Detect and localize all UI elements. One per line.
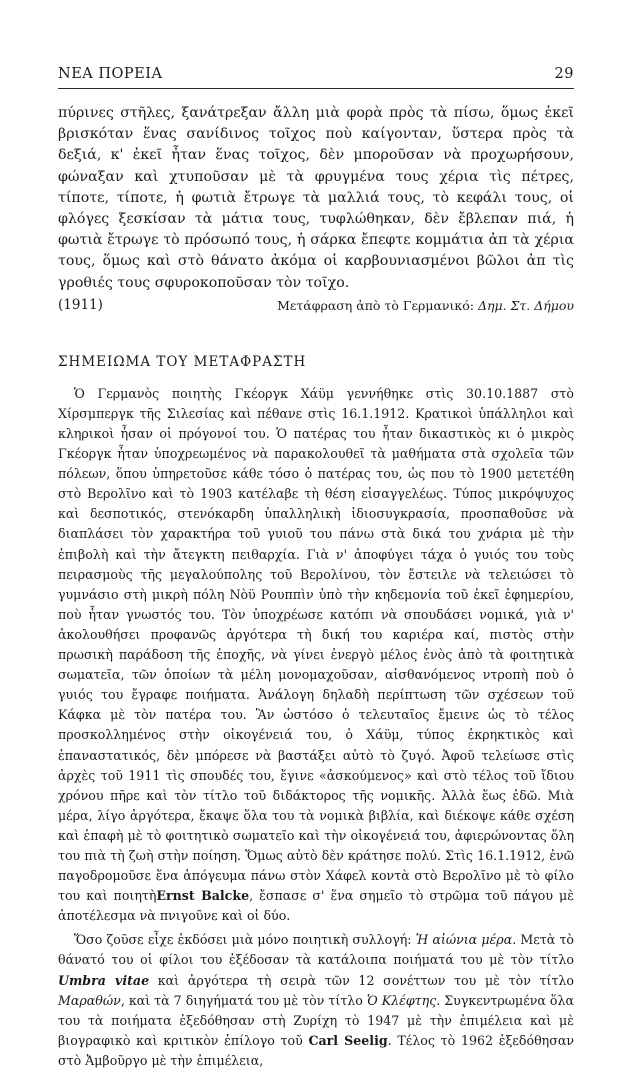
book-title-4: Ὁ Κλέφτης [366,992,437,1008]
translation-credit [277,295,574,316]
translator-notes [58,384,574,1071]
notes-p2-text-c: καὶ ἀργότερα τὴ σειρὰ τῶν 12 σονέττων του μὲ τὸν τίτλο [149,972,574,988]
notes-p2-text-d: , καὶ τὰ 7 διηγήματά του μὲ τὸν τίτλο [120,992,367,1008]
notes-paragraph-1 [58,384,574,927]
notes-p1-text-a: Ὁ Γερμανὸς ποιητὴς Γκέοργκ Χάϋμ γεννήθηκε στὶς 30.10.1887 στὸ Χίρσμπεργκ τῆς Σιλεσίας καὶ πέθανε στὶς 16.1.1912. Κρατικοὶ ὑπάλληλοι καὶ κληρικοὶ ἦσαν οἱ πρόγονοί του. Ὁ πατέρας του ἦταν δικαστικὸς κι ὁ μικρὸς Γκέοργκ ἦταν ὑποχρεωμένος νὰ παρακολουθεῖ τὰ μαθήματα στὰ σχολεῖα τῶν πόλεων, ὅπου ὑπηρετοῦσε κάθε τόσο ὁ πατέρας του, ὡς που τὸ 1900 μετετέθη στὸ Βερολῖνο καὶ τὸ 1903 κατέλαβε τὴ θέση εἰσαγγελέως. Τύπος μικρόψυχος καὶ δεσποτικός, στενόκαρδη ὑπαλληλικὴ ἰδιοσυγκρασία, προσπαθοῦσε νὰ διαπλάσει τὸν χαρακτήρα τοῦ γυιοῦ του πάνω στὰ δικά του χνάρια μὲ τὴν ἐπιβολὴ καὶ τὴν ἄτεγκτη πειθαρχία. Γιὰ ν' ἀποφύγει τάχα ὁ γυιός του τοὺς πειρασμοὺς τῆς μεγαλούπολης τοῦ Βερολίνου, τὸν ἔστειλε νὰ τελειώσει τὸ γυμνάσιο στὴ μικρὴ πόλη Νὸϋ Ρουππὶν ὑπὸ τὴν κηδεμονία τοῦ ἐκεῖ ἐφημερίου, ποὺ ἦταν γνωστός του. Τὸν ὑποχρέωσε κατόπι νὰ σπουδάσει νομικά, γιὰ ν' ἀκολουθήσει προφανῶς ἀργότερα τὴ δική του καριέρα καί, πιστὸς στὴν πρωσικὴ παράδοση τῆς ἐποχῆς, νὰ γίνει ἐνεργὸ μέλος ἑνὸς ἀπὸ τὰ φοιτητικὰ σωματεῖα, τῶν ὁποίων τὰ μέλη μονομαχοῦσαν, αἰσθανόμενος ντροπὴ ποὺ ὁ γυιός του ἔγραφε ποιήματα. Ἀνάλογη δηλαδὴ περίπτωση τῶν σχέσεων τοῦ Κάφκα μὲ τὸν πατέρα του. Ἂν ὡστόσο ὁ τελευταῖος ἔμεινε ὡς τὸ τέλος προσκολλημένος στὴν οἰκογένειά του, ὁ Χάϋμ, τύπος ἐκρηκτικὸς καὶ ἐπαναστατικός, δὲν μπόρεσε νὰ βαστάξει αὐτὸ τὸ ζυγό. Ἀφοῦ τελείωσε στὶς ἀρχὲς τοῦ 1911 τὶς σπουδές του, ἔγινε «ἀσκούμενος» καὶ στὸ τέλος τοῦ ἴδιου χρόνου πῆρε καὶ τὸν τίτλο τοῦ διδάκτορος τῆς νομικῆς. Ἀλλὰ ἕως ἐδῶ. Μιὰ μέρα, λίγο ἀργότερα, ἔκαψε ὅλα του τὰ νομικὰ βιβλία, καὶ διέκοψε κάθε σχέση καὶ ἐπαφὴ μὲ τὸ φοιτητικὸ σωματεῖο καὶ τὴν οἰκογένειά του, ἀφιερώνοντας ὅλη του πιὰ τὴ ζωὴ στὴν ποίηση. Ὅμως αὐτὸ δὲν κράτησε πολύ. Στὶς 16.1.1912, ἐνῶ παγοδρομοῦσε ἕνα ἀπόγευμα πάνω στὸν Χάφελ κοντὰ στὸ Βερολῖνο μὲ τὸ φίλο του καὶ ποιητὴ [58,385,574,904]
notes-p2-text-e: . Συγκεντρωμένα ὅλα του τὰ ποιήματα ἐξεδόθησαν στὴ Ζυρίχη τὸ 1947 μὲ τὴν ἐπιμέλεια καὶ μὲ βιογραφικὸ καὶ κριτικὸν ἐπίλογο τοῦ [58,992,575,1048]
notes-title: ΣΗΜΕΙΩΜΑ ΤΟΥ ΜΕΤΑΦΡΑΣΤΗ [58,353,307,370]
page-number: 29 [554,66,574,82]
translator-name: Δημ. Στ. Δήμου [477,297,574,313]
book-title-3: Μαραθών [58,992,121,1008]
journal-title: ΝΕΑ ΠΟΡΕΙΑ [58,66,163,82]
poem-year: (1911) [58,296,103,313]
notes-p1-text-b: , ἔσπασε σ' ἕνα σημεῖο τὸ στρῶμα τοῦ πάγου μὲ ἀποτέλεσμα νὰ πνιγοῦνε καὶ οἱ δύο. [58,888,574,924]
notes-p1-name: Ernst Balcke [156,888,250,904]
notes-p2-text-f: . Τέλος τὸ 1962 ἐξεδόθησαν στὸ Ἀμβοῦργο μὲ τὴν ἐπιμέλεια, [58,1032,574,1068]
book-title-2: Umbra vitae [58,972,150,988]
poem-section [58,103,574,316]
translation-label: Μετάφραση ἀπὸ τὸ Γερμανικό: [277,297,474,313]
poem-text: πύρινες στῆλες, ξανάτρεξαν ἄλλη μιὰ φορὰ πρὸς τὰ πίσω, ὅμως ἐκεῖ βρισκόταν ἕνας σανίδινος τοῖχος ποὺ καίγονταν, ὕστερα πρὸς τὰ δεξιά, κ' ἐκεῖ ἦταν ἕνας τοῖχος, δὲν μποροῦσαν νὰ προχωρήσουν, φώναξαν καὶ χτυποῦσαν μὲ τὰ φρυγμένα τους χέρια τὶς πέτρες, τίποτε, τίποτε, ἡ φωτιὰ ἔτρωγε τὰ μαλλιά τους, τὸ κεφάλι τους, οἱ φλόγες ξεσκίσαν τὰ μάτια τους, τυφλώθηκαν, δὲν ἔβλεπαν πιά, ἡ φωτιὰ ἔτρωγε τὸ πρόσωπό τους, ἡ σάρκα ἔπεφτε κομμάτια ἀπ τὰ χέρια τους, ὅμως καὶ στὸ θάνατο ἀκόμα οἱ καρβουνιασμένοι βῶλοι ἀπ τὶς γροθιές τους σφυροκοποῦσαν τὸν τοῖχο. [58,105,574,291]
notes-p2-text-a: Ὅσο ζοῦσε εἶχε ἐκδόσει μιὰ μόνο ποιητικὴ συλλογή: [74,932,416,948]
notes-p2-name: Carl Seelig [308,1032,388,1048]
notes-p2-text-b: . Μετὰ τὸ θάνατό του οἱ φίλοι του ἐξέδοσαν τὰ κατάλοιπα ποιήματά του μὲ τὸν τίτλο [58,932,574,968]
notes-paragraph-2 [58,930,574,1071]
poem-credit [58,295,574,316]
running-header [58,66,574,89]
book-title-1: Ἡ αἰώνια μέρα [415,932,513,948]
